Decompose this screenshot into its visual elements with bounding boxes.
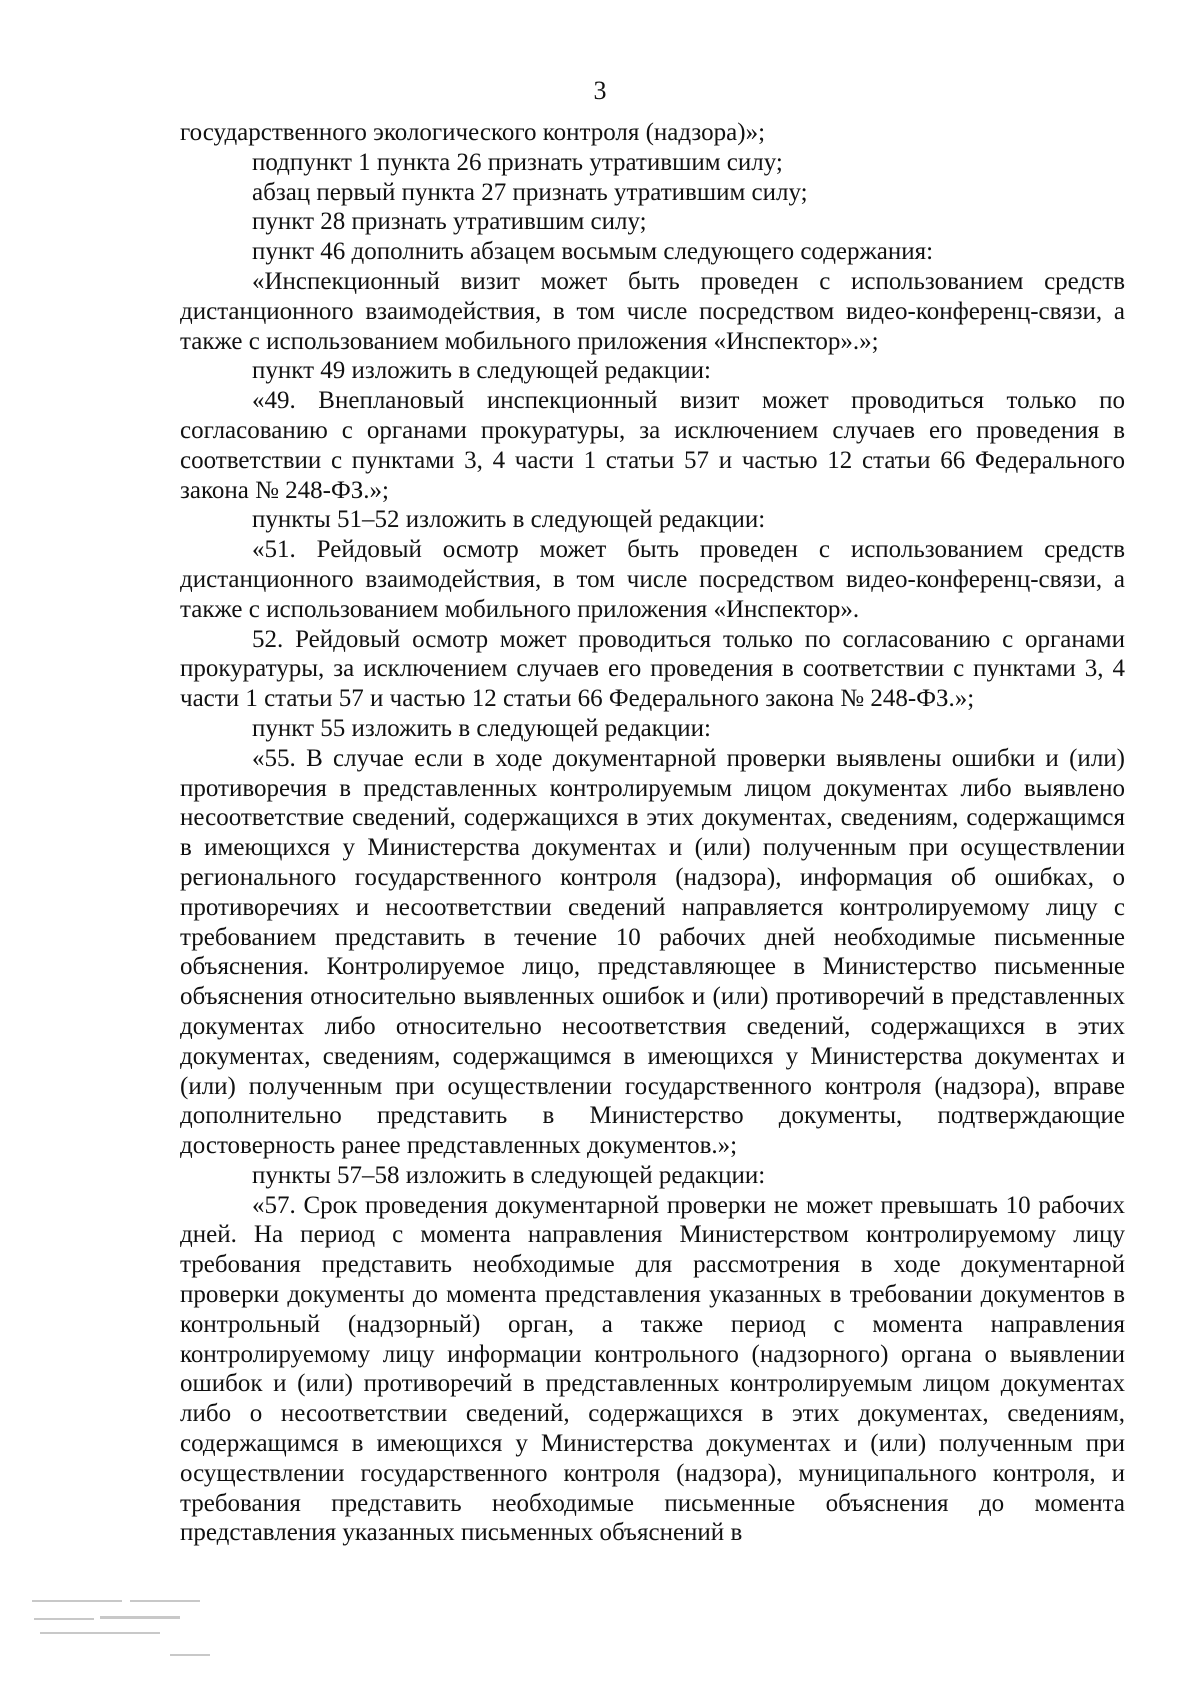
paragraph: «55. В случае если в ходе документарной проверки выявлены ошибки и (или) противоречия в представленных контролируемым лицом документах либо выявлено несоответствие сведений, содержащихся в этих документах, сведениям, содержащимся в имеющихся у Министерства документах и (или) полученным при осуществлении регионального государственного контроля (надзора), информация об ошибках, о противоречиях и несоответствии сведений направляется контролируемому лицу с требованием представить в течение 10 рабочих дней необходимые письменные объяснения. Контролируемое лицо, представляющее в Министерство письменные объяснения относительно выявленных ошибок и (или) противоречий в представленных документах либо относительно несоответствия сведений, содержащихся в этих документах, сведениям, содержащимся в имеющихся у Министерства документах и (или) полученным при осуществлении государственного контроля (надзора), вправе дополнительно представить в Министерство документы, подтверждающие достоверность ранее представленных документов.»; [180, 744, 1125, 1160]
paragraph: пункт 49 изложить в следующей редакции: [252, 357, 711, 385]
paragraph: абзац первый пункта 27 признать утратившим силу; [252, 178, 808, 206]
paragraph: подпункт 1 пункта 26 признать утратившим силу; [252, 148, 783, 176]
paragraph: «57. Срок проведения документарной проверки не может превышать 10 рабочих дней. На период с момента направления Министерством контролируемому лицу требования представить необходимые для рассмотрения в ходе документарной проверки документы до момента представления указанных в требовании документов в контрольный (надзорный) орган, а также период с момента направления контролируемому лицу информации контрольного (надзорного) органа о выявлении ошибок и (или) противоречий в представленных контролируемым лицом документах либо о несоответствии сведений, содержащихся в этих документах, сведениям, содержащимся в имеющихся у Министерства документах и (или) полученным при осуществлении государственного контроля (надзора), муниципального контроля, и требования представить необходимые письменные объяснения до момента представления указанных письменных объяснений в [180, 1191, 1125, 1547]
paragraph: пункты 57–58 изложить в следующей редакции: [252, 1161, 766, 1189]
paragraph: государственного экологического контроля (надзора)»; [180, 119, 766, 146]
page-number: 3 [593, 76, 607, 105]
paragraph: «51. Рейдовый осмотр может быть проведен с использованием средств дистанционного взаимодействия, в том числе посредством видео-конференц-связи, а также с использованием мобильного приложения «Инспектор». [180, 536, 1125, 623]
paragraph: пункт 46 дополнить абзацем восьмым следующего содержания: [252, 238, 934, 266]
document-body [180, 118, 1125, 1548]
paragraph: пункт 55 изложить в следующей редакции: [252, 714, 711, 742]
scan-artifact [30, 1596, 230, 1666]
paragraph: пункт 28 признать утратившим силу; [252, 208, 647, 236]
paragraph: 52. Рейдовый осмотр может проводиться только по согласованию с органами прокуратуры, за исключением случаев его проведения в соответствии с пунктами 3, 4 части 1 статьи 57 и частью 12 статьи 66 Федерального закона № 248-ФЗ.»; [180, 625, 1125, 713]
paragraph: «Инспекционный визит может быть проведен с использованием средств дистанционного взаимодействия, в том числе посредством видео-конференц-связи, а также с использованием мобильного приложения «Инспектор».»; [180, 267, 1125, 355]
paragraph: пункты 51–52 изложить в следующей редакции: [252, 506, 766, 534]
paragraph: «49. Внеплановый инспекционный визит может проводиться только по согласованию с органами прокуратуры, за исключением случаев его проведения в соответствии с пунктами 3, 4 части 1 статьи 57 и частью 12 статьи 66 Федерального закона № 248-ФЗ.»; [180, 387, 1125, 504]
